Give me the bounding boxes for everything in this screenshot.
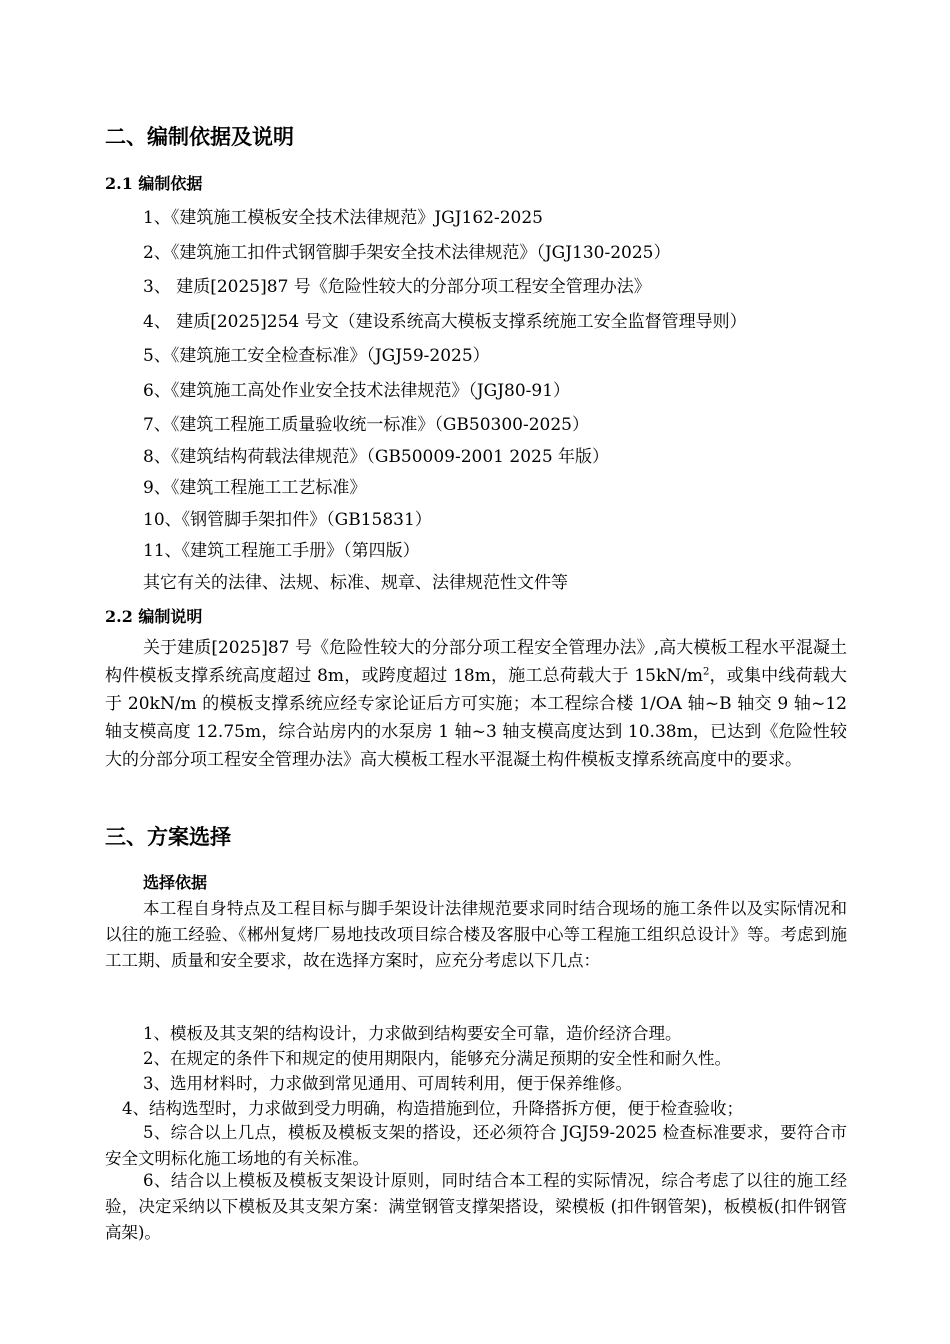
list-item: 6、《建筑施工高处作业安全技术法律规范》（JGJ80-91）	[143, 380, 571, 401]
unit-superscript: 2	[702, 666, 710, 678]
list-item: 11、《建筑工程施工手册》（第四版）	[143, 541, 420, 561]
list-item: 9、《建筑工程施工工艺标准》	[143, 478, 367, 498]
explanation-paragraph	[105, 634, 847, 774]
point-6: 6、结合以上模板及模板支架设计原则，同时结合本工程的实际情况，综合考虑了以往的施工经验，决定采纳以下模板及其支架方案：满堂钢管支撑架搭设，梁模板 (扣件钢管架)，板模板(扣件钢管高架)。	[105, 1171, 847, 1242]
point-4: 4、结构选型时，力求做到受力明确，构造措施到位，升降搭拆方便，便于检查验收；	[122, 1099, 743, 1118]
section2-1-title: 2.1 编制依据	[105, 174, 203, 193]
point-3: 3、选用材料时，力求做到常见通用、可周转利用，便于保养维修。	[143, 1074, 632, 1093]
list-item: 其它有关的法律、法规、标准、规章、法律规范性文件等	[143, 572, 568, 593]
reference-list	[143, 204, 747, 600]
list-item: 2、《建筑施工扣件式钢管脚手架安全技术法律规范》（JGJ130-2025）	[143, 242, 671, 263]
list-item: 1、《建筑施工模板安全技术法律规范》JGJ162-2025	[143, 208, 543, 228]
section2-title: 二、编制依据及说明	[105, 124, 294, 149]
explanation-text-1: 关于建质[2025]87 号《危险性较大的分部分项工程安全管理办法》,高大模板工程水平混凝土构件模板支撑系统高度超过 8m，或跨度超过 18m，施工总荷载大于 15kN/m	[105, 638, 847, 686]
point-2: 2、在规定的条件下和规定的使用期限内，能够充分满足预期的安全性和耐久性。	[143, 1049, 731, 1068]
list-item: 3、 建质[2025]87 号《危险性较大的分部分项工程安全管理办法》	[143, 277, 651, 297]
explanation-text-2: ，或集中线荷载大于 20kN/m 的模板支撑系统应经专家论证后方可实施；本工程综合楼 1/OA 轴~B 轴交 9 轴~12 轴支模高度 12.75m，综合站房内的水泵房 1 轴~3 轴支模高度达到 10.38m，已达到《危险性较大的分部分项工程安全管理办法》高大模板工程水平混凝土构件模板支撑系统高度中的要求。	[105, 666, 848, 770]
list-item: 8、《建筑结构荷载法律规范》（GB50009-2001 2025 年版）	[143, 446, 610, 467]
basis-intro-paragraph: 本工程自身特点及工程目标与脚手架设计法律规范要求同时结合现场的施工条件以及实际情况和以往的施工经验、《郴州复烤厂易地技改项目综合楼及客服中心等工程施工组织总设计》等。考虑到施工工期、质量和安全要求，故在选择方案时，应充分考虑以下几点：	[105, 899, 847, 970]
list-item: 7、《建筑工程施工质量验收统一标准》（GB50300-2025）	[143, 415, 589, 435]
section2-2-title: 2.2 编制说明	[105, 607, 203, 626]
basis-title: 选择依据	[143, 873, 208, 892]
point-5: 5、综合以上几点，模板及模板支架的搭设，还必须符合 JGJ59-2025 检查标准要求，要符合市安全文明标化施工场地的有关标准。	[105, 1123, 847, 1168]
list-item: 5、《建筑施工安全检查标准》（JGJ59-2025）	[143, 346, 490, 366]
point-1: 1、模板及其支架的结构设计，力求做到结构要安全可靠，造价经济合理。	[143, 1024, 682, 1043]
list-item: 4、 建质[2025]254 号文（建设系统高大模板支撑系统施工安全监督管理导则）	[143, 311, 747, 332]
section3-title: 三、方案选择	[105, 824, 231, 849]
list-item: 10、《钢管脚手架扣件》（GB15831）	[143, 509, 432, 530]
